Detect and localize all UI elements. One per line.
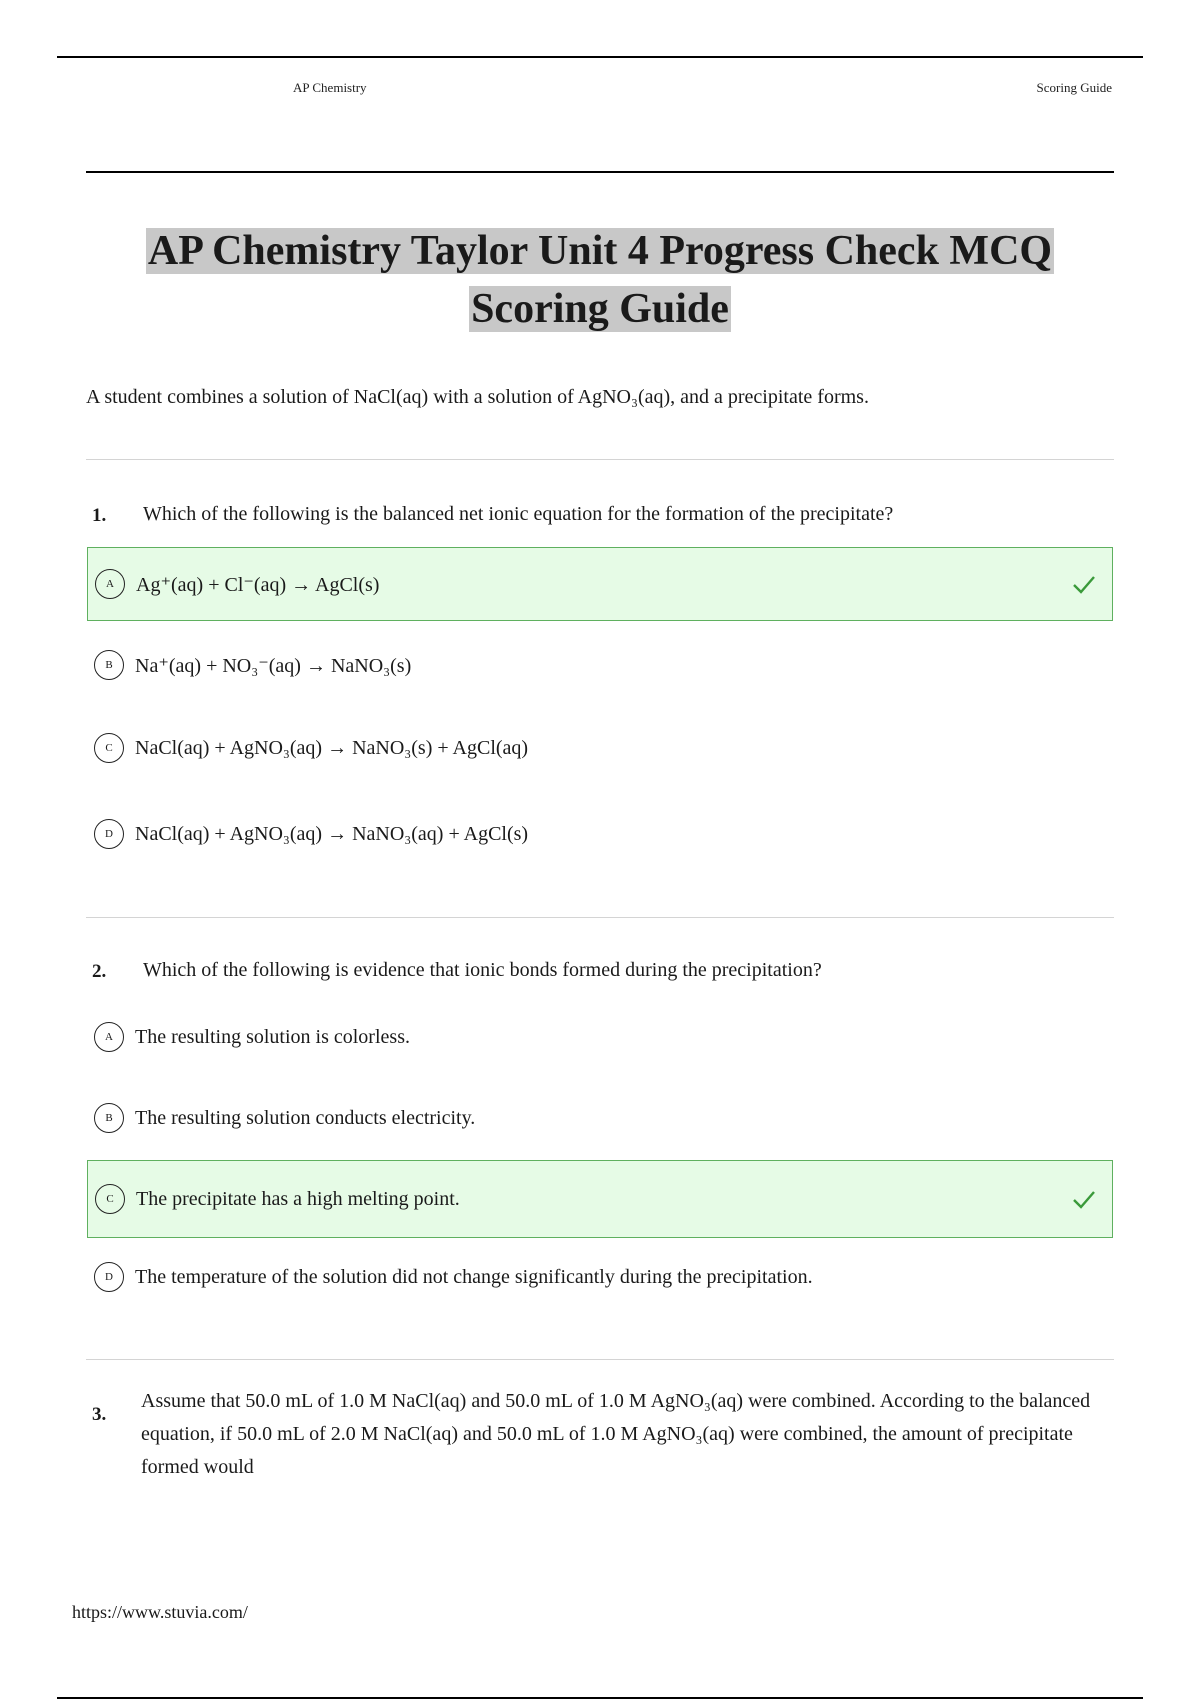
question-number: 1. bbox=[92, 505, 107, 526]
option-letter-circle: A bbox=[94, 1022, 124, 1052]
question-text: Which of the following is evidence that ionic bonds formed during the precipitation? bbox=[143, 959, 822, 981]
question-text: Which of the following is the balanced net ionic equation for the formation of the precipitate? bbox=[143, 503, 894, 525]
intro-middle: with a solution of bbox=[428, 386, 578, 408]
answer-option[interactable] bbox=[87, 711, 1113, 785]
option-letter-circle: C bbox=[95, 1184, 125, 1214]
intro-reagent-1: NaCl(aq) bbox=[353, 386, 429, 408]
option-text: The precipitate has a high melting point. bbox=[136, 1187, 460, 1210]
footer-rule bbox=[57, 1697, 1143, 1699]
option-letter-circle: C bbox=[94, 733, 124, 763]
section-divider bbox=[86, 459, 1114, 460]
section-divider bbox=[86, 917, 1114, 918]
footer-url[interactable]: https://www.stuvia.com/ bbox=[72, 1602, 248, 1622]
option-text: Na⁺(aq) + NO₃⁻(aq) → NaNO₃(s) bbox=[135, 654, 412, 677]
intro-reagent-2: AgNO₃(aq) bbox=[577, 386, 671, 408]
answer-option[interactable] bbox=[87, 1000, 1113, 1074]
question-text: Assume that 50.0 mL of 1.0 M NaCl(aq) and 50.0 mL of 1.0 M AgNO₃(aq) were combined. According to the balanced equation, if 50.0 mL of 2.0 M NaCl(aq) and 50.0 mL of 1.0 M AgNO₃(aq) were combined, the amount of precipitate formed would bbox=[141, 1390, 1091, 1478]
intro-suffix: , and a precipitate forms. bbox=[670, 386, 869, 408]
question-stem-intro bbox=[86, 386, 869, 409]
answer-option[interactable] bbox=[87, 547, 1113, 621]
option-text: The resulting solution conducts electricity. bbox=[135, 1106, 476, 1129]
option-text: NaCl(aq) + AgNO₃(aq) → NaNO₃(s) + AgCl(aq) bbox=[135, 736, 529, 759]
answer-option[interactable] bbox=[87, 797, 1113, 871]
title-line-2: Scoring Guide bbox=[471, 286, 729, 332]
intro-prefix: A student combines a solution of bbox=[86, 386, 354, 408]
option-text: Ag⁺(aq) + Cl⁻(aq) → AgCl(s) bbox=[136, 573, 380, 596]
header-doc-type: Scoring Guide bbox=[1036, 80, 1112, 95]
option-letter-circle: D bbox=[94, 1262, 124, 1292]
checkmark-icon bbox=[1070, 1185, 1098, 1213]
answer-option[interactable] bbox=[87, 1240, 1113, 1314]
option-letter-circle: B bbox=[94, 1103, 124, 1133]
option-text: The temperature of the solution did not change significantly during the precipitation. bbox=[135, 1265, 813, 1288]
question-number: 2. bbox=[92, 961, 107, 982]
option-letter-circle: B bbox=[94, 650, 124, 680]
page-title bbox=[0, 222, 1200, 338]
answer-option[interactable] bbox=[87, 628, 1113, 702]
option-letter-circle: A bbox=[95, 569, 125, 599]
header-bottom-rule bbox=[86, 171, 1114, 173]
section-divider bbox=[86, 1359, 1114, 1360]
option-text: NaCl(aq) + AgNO₃(aq) → NaNO₃(aq) + AgCl(s) bbox=[135, 822, 529, 845]
checkmark-icon bbox=[1070, 570, 1098, 598]
title-line-1: AP Chemistry Taylor Unit 4 Progress Check MCQ bbox=[147, 228, 1053, 274]
answer-option[interactable] bbox=[87, 1160, 1113, 1238]
option-letter-circle: D bbox=[94, 819, 124, 849]
option-text: The resulting solution is colorless. bbox=[135, 1025, 410, 1048]
header-subject: AP Chemistry bbox=[293, 80, 367, 95]
question-number: 3. bbox=[92, 1404, 107, 1425]
answer-option[interactable] bbox=[87, 1081, 1113, 1155]
header-top-rule bbox=[57, 56, 1143, 58]
